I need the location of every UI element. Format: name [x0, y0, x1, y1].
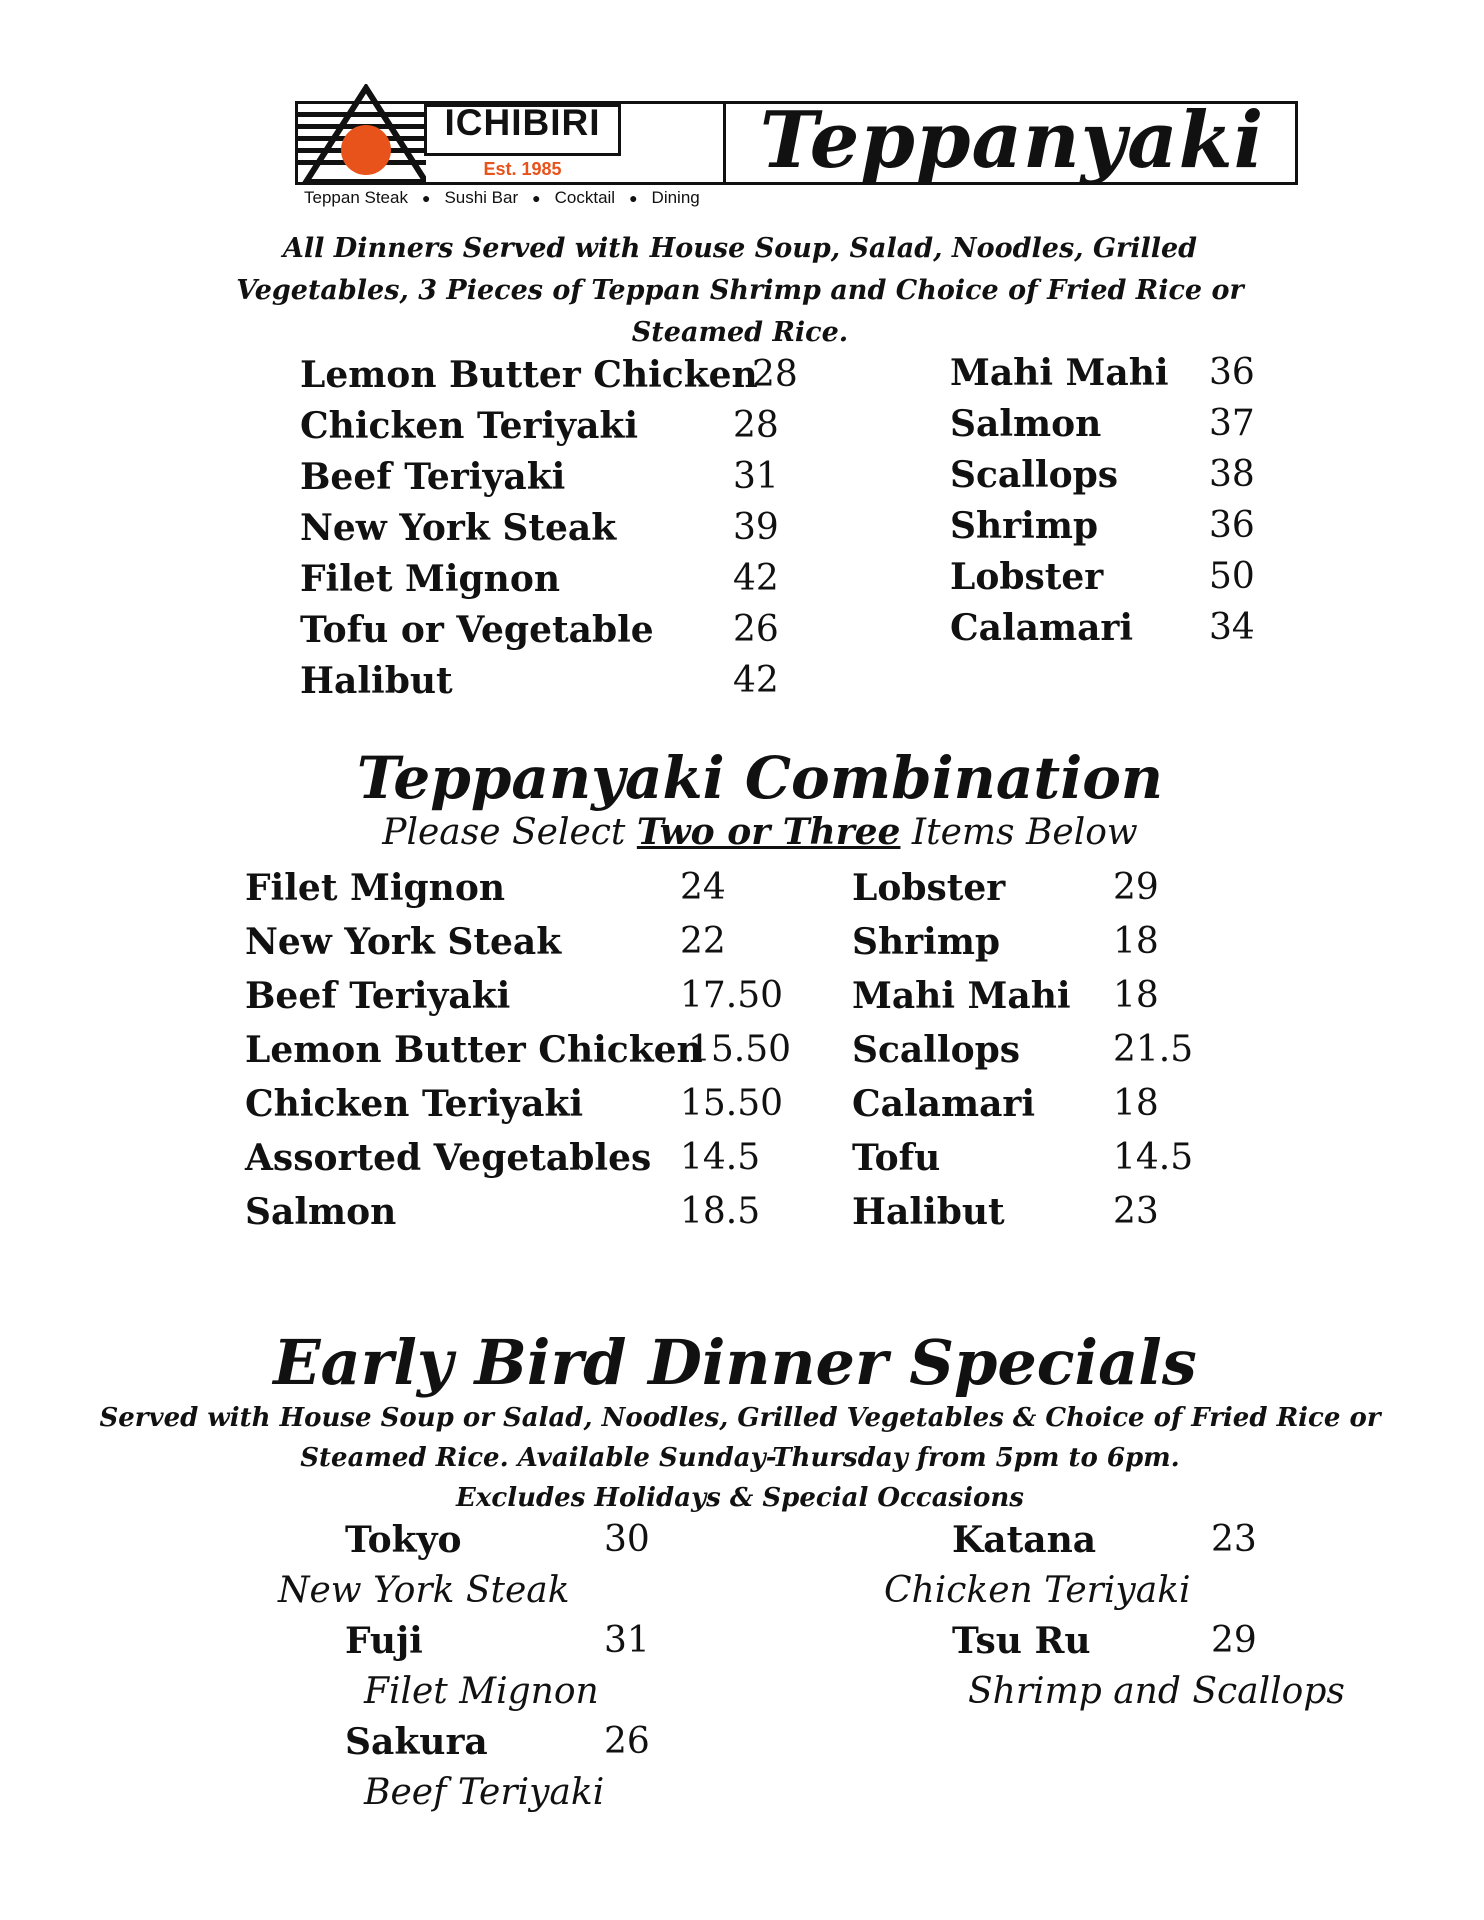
special-price: 31 [604, 1620, 650, 1661]
menu-item-price: 15.50 [688, 1029, 792, 1070]
menu-item-name: Shrimp [852, 921, 1001, 963]
menu-item-name: Lobster [852, 867, 1006, 909]
menu-item-name: Salmon [950, 403, 1102, 445]
menu-item-name: Tofu or Vegetable [300, 609, 654, 651]
special-description: New York Steak [278, 1570, 570, 1611]
menu-item-name: Filet Mignon [245, 867, 506, 909]
page-title: Teppanyaki [759, 95, 1265, 186]
tagline-item: Sushi Bar [444, 188, 519, 207]
special-price: 30 [604, 1519, 650, 1560]
special-price: 29 [1211, 1620, 1257, 1661]
menu-item-price: 28 [733, 405, 779, 446]
menu-item-name: Salmon [245, 1191, 397, 1233]
menu-item-price: 23 [1113, 1191, 1159, 1232]
note-line: Served with House Soup or Salad, Noodles, Grilled Vegetables & Choice of Fried Rice or [99, 1403, 1381, 1433]
menu-item-price: 36 [1209, 352, 1255, 393]
menu-item-price: 15.50 [680, 1083, 784, 1124]
menu-item-price: 34 [1209, 607, 1255, 648]
menu-item-price: 22 [680, 921, 726, 962]
menu-item-name: Calamari [950, 607, 1134, 649]
menu-item-price: 36 [1209, 505, 1255, 546]
menu-item-name: Tofu [852, 1137, 941, 1179]
menu-item-price: 26 [733, 609, 779, 650]
menu-item-price: 17.50 [680, 975, 784, 1016]
bullet-icon: ● [421, 190, 431, 206]
menu-item-price: 42 [733, 660, 779, 701]
menu-item-name: Chicken Teriyaki [300, 405, 639, 447]
special-description: Chicken Teriyaki [884, 1570, 1191, 1611]
menu-item-price: 28 [752, 354, 798, 395]
menu-item-name: Mahi Mahi [852, 975, 1071, 1017]
menu-item-name: Calamari [852, 1083, 1036, 1125]
bullet-icon: ● [532, 190, 541, 206]
note-line: Excludes Holidays & Special Occasions [456, 1483, 1024, 1513]
menu-item-price: 14.5 [1113, 1137, 1194, 1178]
menu-item-name: Chicken Teriyaki [245, 1083, 584, 1125]
note-line: Steamed Rice. Available Sunday-Thursday from 5pm to 6pm. [300, 1443, 1180, 1473]
menu-item-price: 18.5 [680, 1191, 761, 1232]
menu-item-name: Halibut [300, 660, 453, 702]
menu-item-name: Lemon Butter Chicken [245, 1029, 703, 1071]
menu-item-price: 31 [733, 456, 779, 497]
menu-item-price: 29 [1113, 867, 1159, 908]
menu-item-name: Lemon Butter Chicken [300, 354, 758, 396]
menu-item-price: 50 [1209, 556, 1255, 597]
menu-item-price: 24 [680, 867, 726, 908]
menu-item-name: Halibut [852, 1191, 1005, 1233]
menu-item-price: 18 [1113, 1083, 1159, 1124]
logo-triangle-sun-icon [300, 84, 430, 188]
menu-item-name: Assorted Vegetables [245, 1137, 652, 1179]
menu-item-price: 38 [1209, 454, 1255, 495]
menu-item-name: Beef Teriyaki [245, 975, 511, 1017]
subtitle-text: Items Below [900, 812, 1138, 853]
subtitle-text: Please Select [382, 812, 637, 853]
bullet-icon: ● [629, 190, 638, 206]
special-name: Tokyo [345, 1519, 462, 1561]
logo-tagline [304, 188, 744, 208]
menu-item-price: 18 [1113, 921, 1159, 962]
menu-item-price: 21.5 [1113, 1029, 1194, 1070]
tagline-item: Teppan Steak [304, 188, 408, 207]
early-bird-note [70, 1398, 1410, 1518]
special-description: Filet Mignon [364, 1671, 599, 1712]
special-name: Sakura [345, 1721, 488, 1763]
dinner-note: All Dinners Served with House Soup, Salad, Noodles, Grilled Vegetables, 3 Pieces of Teppan Shrimp and Choice of Fried Rice or Steamed Rice. [236, 233, 1244, 348]
menu-item-name: Lobster [950, 556, 1104, 598]
special-price: 26 [604, 1721, 650, 1762]
special-name: Tsu Ru [952, 1620, 1091, 1662]
menu-item-name: Filet Mignon [300, 558, 561, 600]
menu-item-price: 18 [1113, 975, 1159, 1016]
special-description: Shrimp and Scallops [968, 1671, 1345, 1712]
menu-item-price: 42 [733, 558, 779, 599]
menu-item-name: New York Steak [300, 507, 617, 549]
menu-item-name: Beef Teriyaki [300, 456, 566, 498]
subtitle-emphasis: Two or Three [636, 811, 901, 853]
combination-title: Teppanyaki Combination [356, 744, 1164, 812]
menu-item-price: 37 [1209, 403, 1255, 444]
combination-subtitle [300, 810, 1220, 855]
menu-item-name: Scallops [950, 454, 1119, 496]
tagline-item: Dining [651, 188, 700, 207]
special-price: 23 [1211, 1519, 1257, 1560]
menu-item-name: Scallops [852, 1029, 1021, 1071]
menu-item-name: New York Steak [245, 921, 562, 963]
logo-brand: ICHIBIRI [444, 102, 601, 143]
menu-item-name: Shrimp [950, 505, 1099, 547]
tagline-item: Cocktail [554, 188, 616, 207]
menu-item-name: Mahi Mahi [950, 352, 1169, 394]
menu-item-price: 39 [733, 507, 779, 548]
special-name: Fuji [345, 1620, 423, 1662]
special-name: Katana [952, 1519, 1097, 1561]
logo-established: Est. 1985 [426, 156, 619, 182]
special-description: Beef Teriyaki [364, 1772, 605, 1813]
menu-item-price: 14.5 [680, 1137, 761, 1178]
early-bird-title: Early Bird Dinner Specials [273, 1326, 1197, 1399]
